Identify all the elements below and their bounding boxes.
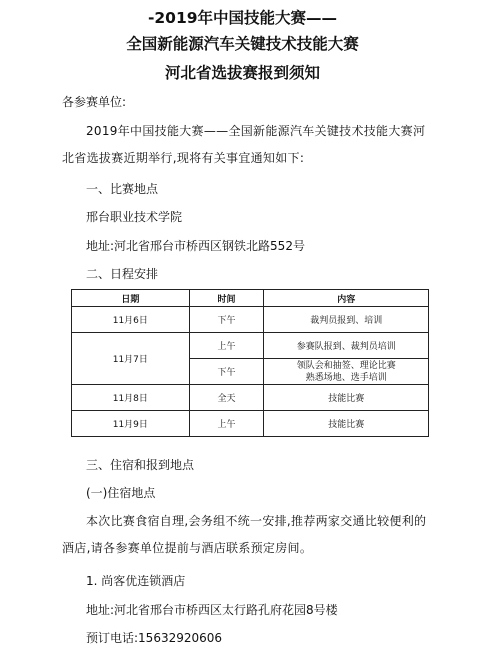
- hotel-1-phone: 预订电话:15632920606: [86, 631, 223, 645]
- header-date: 日期: [72, 290, 190, 307]
- title-line-2: 全国新能源汽车关键技术技能大赛: [126, 35, 359, 53]
- table-row: [72, 333, 429, 359]
- table-row: [72, 385, 429, 411]
- cell-time: 下午: [189, 307, 264, 333]
- cell-content: 参赛队报到、裁判员培训: [264, 333, 429, 359]
- table-row: [72, 307, 429, 333]
- title-line-3: 河北省选拔赛报到须知: [164, 64, 320, 82]
- table-header-row: [72, 290, 429, 307]
- title-line-1: -2019年中国技能大赛——: [147, 9, 338, 27]
- section-3-subheading: (一)住宿地点: [86, 486, 156, 500]
- table-row: [72, 411, 429, 437]
- cell-time: 全天: [189, 385, 264, 411]
- cell-date: 11月8日: [72, 385, 190, 411]
- cell-date: 11月6日: [72, 307, 190, 333]
- hotel-1-address: 地址:河北省邢台市桥西区太行路孔府花园8号楼: [86, 603, 338, 617]
- venue-name: 邢台职业技术学院: [86, 210, 183, 224]
- salutation: 各参赛单位:: [62, 95, 127, 109]
- header-time: 时间: [189, 290, 264, 307]
- section-1-heading: 一、比赛地点: [86, 182, 159, 196]
- intro-paragraph: 2019年中国技能大赛——全国新能源汽车关键技术技能大赛河北省选拔赛近期举行,现将有关事宜通知如下:: [62, 124, 426, 165]
- cell-content: [264, 359, 429, 385]
- content-line: 熟悉场地、选手培训: [305, 372, 387, 383]
- content-line: 领队会和抽签、理论比赛: [296, 360, 396, 371]
- section-2-heading: 二、日程安排: [86, 267, 159, 281]
- section-3-heading: 三、住宿和报到地点: [86, 458, 195, 472]
- cell-content: 技能比赛: [264, 385, 429, 411]
- cell-time: 下午: [189, 359, 264, 385]
- cell-time: 上午: [189, 333, 264, 359]
- header-content: 内容: [264, 290, 429, 307]
- cell-date: 11月7日: [72, 333, 190, 385]
- cell-time: 上午: [189, 411, 264, 437]
- hotel-1-name: 1. 尚客优连锁酒店: [86, 574, 186, 588]
- cell-content: 技能比赛: [264, 411, 429, 437]
- accommodation-paragraph: 本次比赛食宿自理,会务组不统一安排,推荐两家交通比较便利的酒店,请各参赛单位提前与酒店联系预定房间。: [62, 514, 427, 555]
- venue-address: 地址:河北省邢台市桥西区钢铁北路552号: [86, 239, 305, 253]
- cell-content: 裁判员报到、培训: [264, 307, 429, 333]
- cell-date: 11月9日: [72, 411, 190, 437]
- schedule-table: [71, 289, 429, 437]
